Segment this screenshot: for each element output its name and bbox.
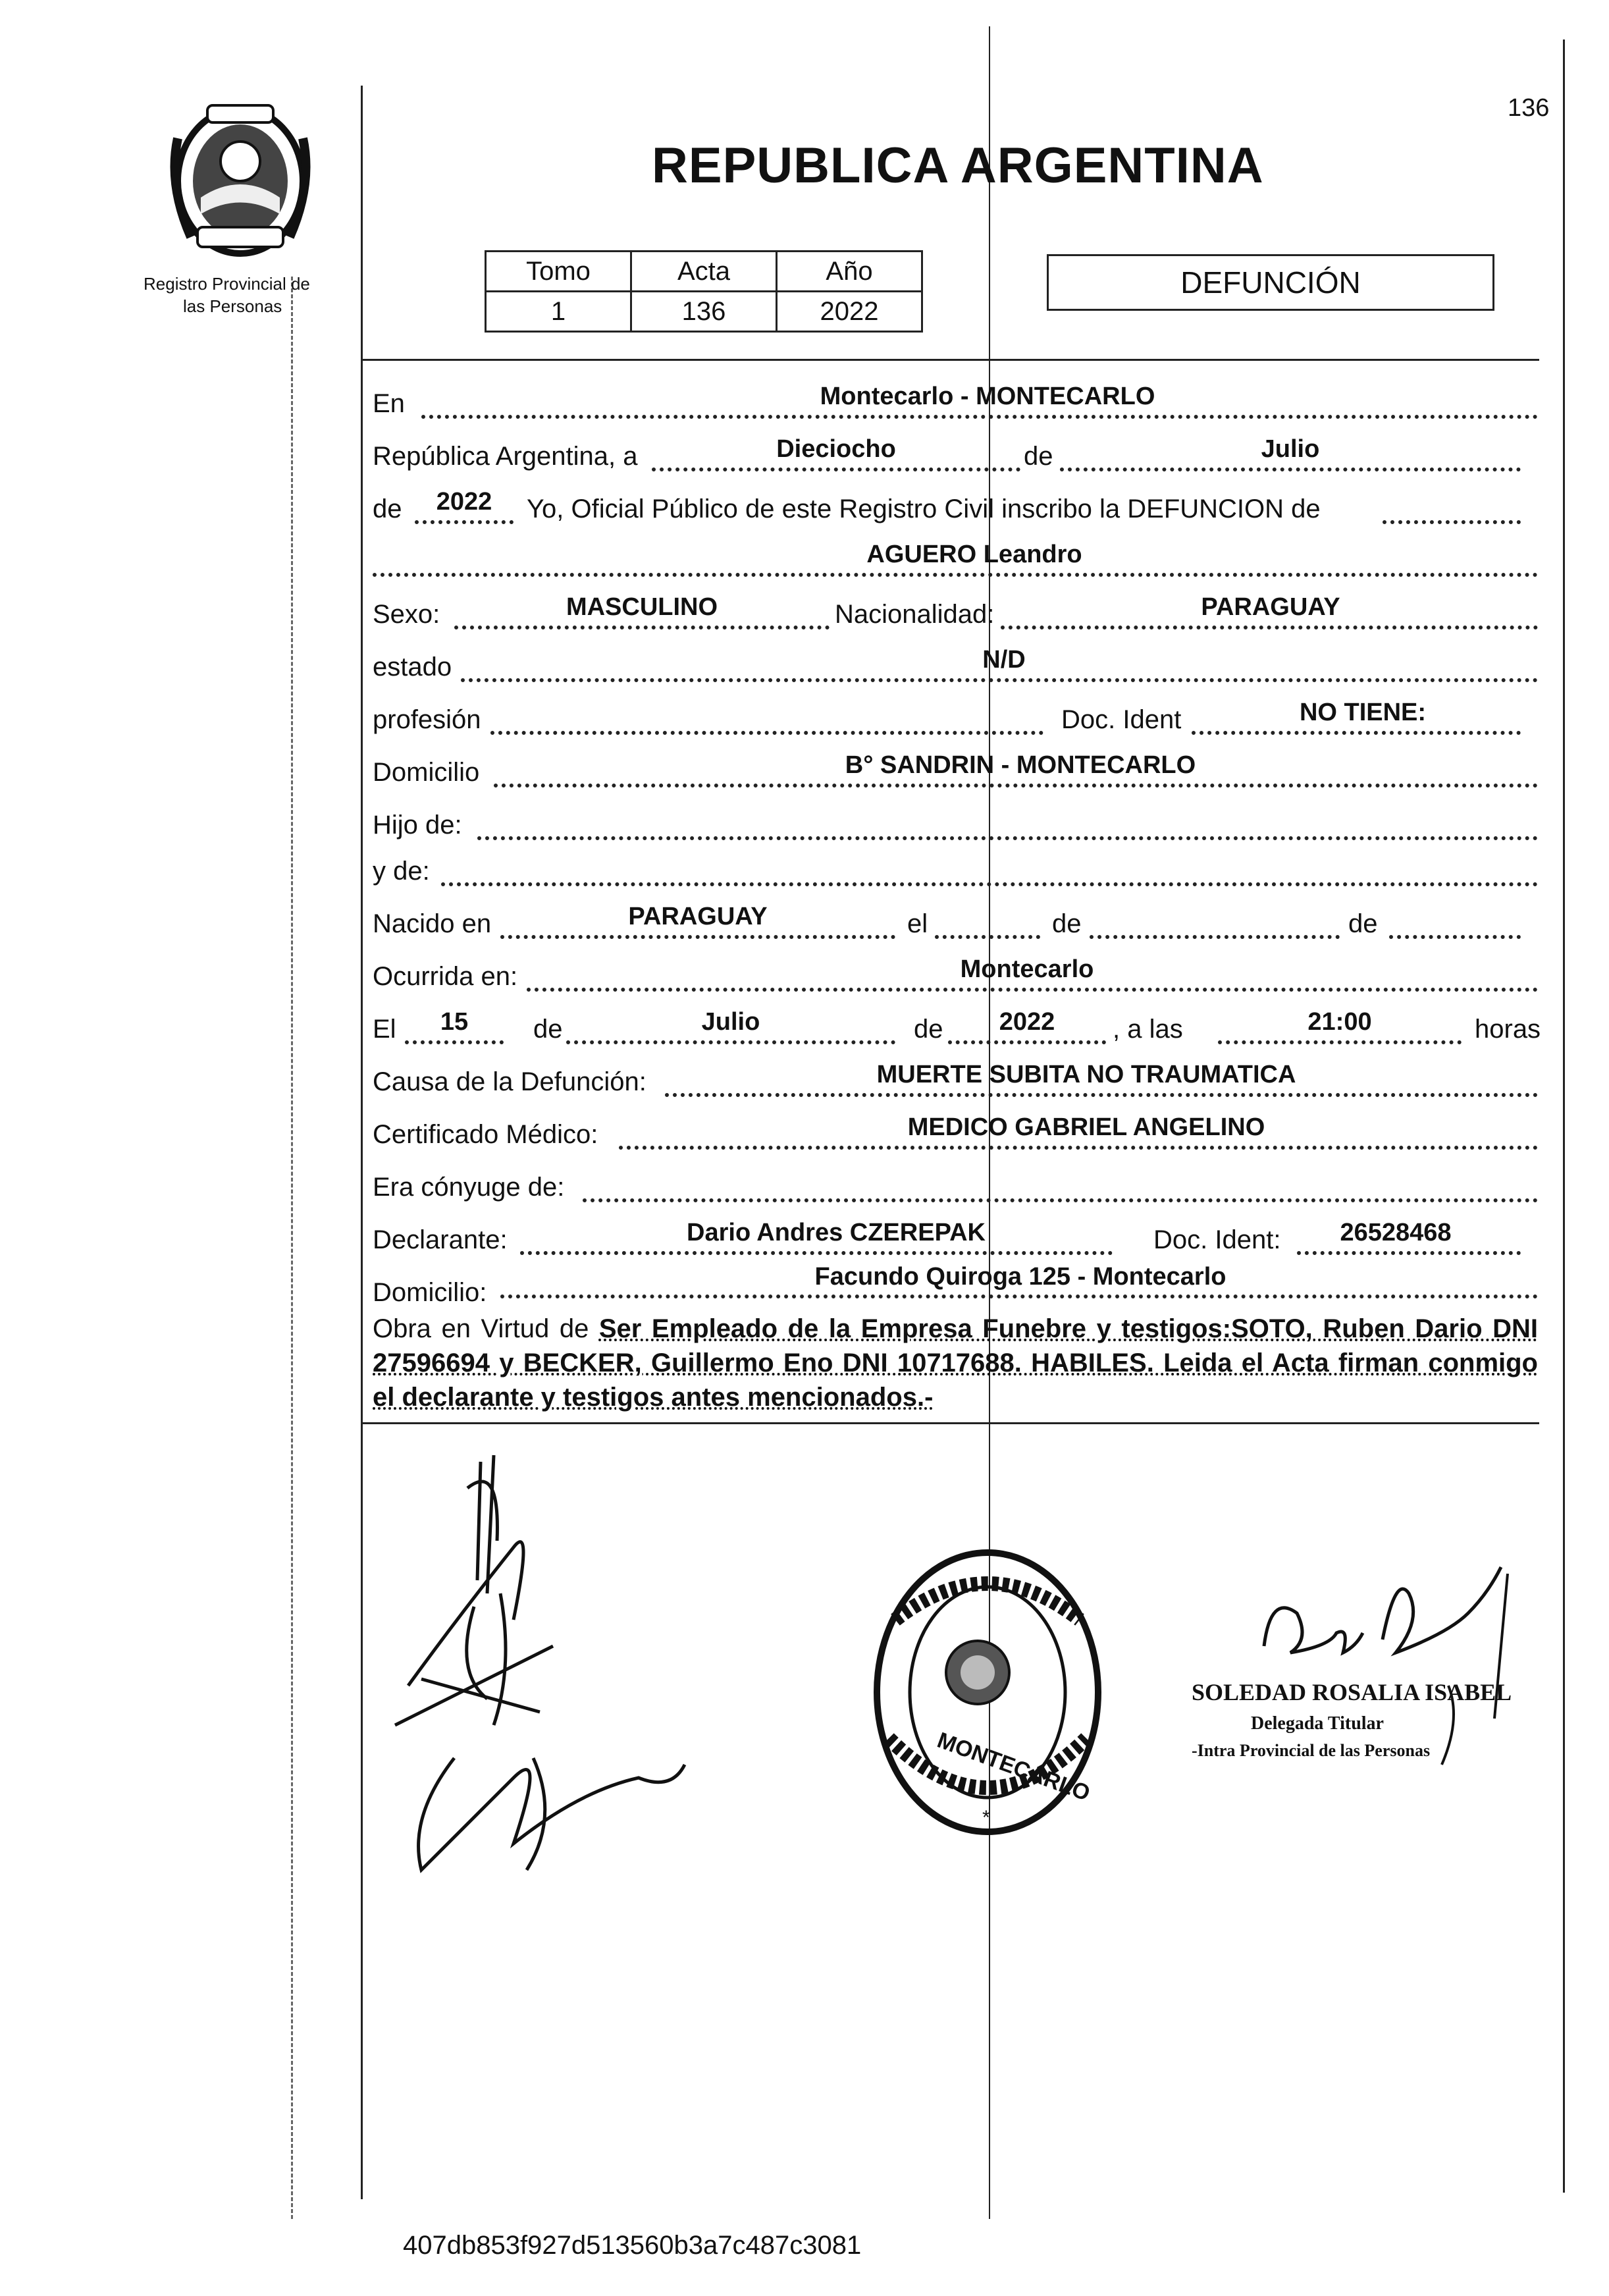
nacionalidad-dots xyxy=(1001,626,1538,629)
decl-domicilio-label: Domicilio: xyxy=(373,1278,487,1307)
nacido-label: Nacido en xyxy=(373,909,492,938)
official-stamp-office: -Intra Provincial de las Personas xyxy=(1192,1741,1431,1760)
death-month-value: Julio xyxy=(701,1008,760,1036)
doc-value: NO TIENE: xyxy=(1299,699,1427,726)
nacionalidad-value: PARAGUAY xyxy=(1201,593,1340,621)
decl-doc-value: 26528468 xyxy=(1340,1219,1452,1246)
profesion-label: profesión xyxy=(373,705,481,734)
conyuge-dots xyxy=(583,1198,1538,1202)
death-year-dots xyxy=(948,1040,1106,1044)
causa-value: MUERTE SUBITA NO TRAUMATICA xyxy=(876,1061,1296,1088)
bottom-separator-line xyxy=(361,1422,1539,1424)
header-ano: Año xyxy=(777,252,922,292)
yde-label: y de: xyxy=(373,857,430,886)
right-border-line xyxy=(1563,40,1565,2193)
registry-name-line1: Registro Provincial de xyxy=(144,274,310,294)
act-type-box: DEFUNCIÓN xyxy=(1047,254,1494,311)
year-dots xyxy=(415,520,514,524)
ocurrida-dots xyxy=(527,988,1538,992)
registry-name-line2: las Personas xyxy=(183,296,282,316)
de-label-1: de xyxy=(1024,442,1053,471)
official-stamp-name: SOLEDAD ROSALIA ISABEL xyxy=(1192,1679,1512,1705)
header-acta: Acta xyxy=(631,252,777,292)
de-label-6: de xyxy=(914,1015,943,1044)
value-tomo: 1 xyxy=(486,292,631,332)
domicilio-label: Domicilio xyxy=(373,758,480,787)
misiones-province-seal xyxy=(161,99,319,263)
svg-text:*: * xyxy=(982,1807,990,1829)
sexo-value: MASCULINO xyxy=(566,593,718,621)
page-number: 136 xyxy=(1508,94,1550,122)
document-title: REPUBLICA ARGENTINA xyxy=(652,138,1264,194)
en-label: En xyxy=(373,389,405,418)
causa-dots xyxy=(665,1093,1538,1097)
day-dots xyxy=(652,467,1020,471)
document-hash: 407db853f927d513560b3a7c487c3081 xyxy=(403,2231,862,2260)
margin-dash-line xyxy=(291,277,293,2219)
death-time-dots xyxy=(1218,1040,1462,1044)
left-border-line xyxy=(361,86,363,2199)
statement-text: Yo, Oficial Público de este Registro Civil inscribo la DEFUNCION de xyxy=(527,494,1321,523)
death-day-dots xyxy=(405,1040,504,1044)
place-dots xyxy=(421,415,1538,419)
profesion-dots xyxy=(490,731,1043,735)
nacido-value: PARAGUAY xyxy=(628,903,768,930)
ocurrida-label: Ocurrida en: xyxy=(373,962,518,991)
month-dots xyxy=(1060,467,1521,471)
decl-domicilio-value: Facundo Quiroga 125 - Montecarlo xyxy=(814,1263,1227,1291)
delegation-round-seal xyxy=(869,1541,1106,1844)
el-label: el xyxy=(907,909,928,938)
nacido-dots xyxy=(500,935,895,939)
official-stamp-title: Delegada Titular xyxy=(1251,1713,1384,1734)
separator-line xyxy=(361,359,1539,361)
declarante-label: Declarante: xyxy=(373,1225,508,1254)
name-dots xyxy=(373,573,1538,577)
place-value: Montecarlo - MONTECARLO xyxy=(820,383,1155,410)
certificado-label: Certificado Médico: xyxy=(373,1120,598,1149)
estado-label: estado xyxy=(373,653,452,681)
ocurrida-value: Montecarlo xyxy=(960,955,1094,983)
header-tomo: Tomo xyxy=(486,252,631,292)
yde-dots xyxy=(441,882,1538,886)
obra-text: Ser Empleado de la Empresa Funebre y testigos:SOTO, Ruben Dario DNI 27596694 y BECKER, Guillermo Eno DNI 10717688. HABILES. Leida el Acta firman conmigo el declarante y testigos antes mencionados.- xyxy=(373,1314,1538,1412)
death-year-value: 2022 xyxy=(999,1008,1055,1036)
deceased-name-value: AGUERO Leandro xyxy=(866,541,1082,568)
obra-label: Obra en Virtud de xyxy=(373,1314,589,1343)
decl-doc-label: Doc. Ident: xyxy=(1153,1225,1281,1254)
de-label-4: de xyxy=(1348,909,1378,938)
declarante-dots xyxy=(520,1251,1113,1255)
svg-text:MONTECARLO: MONTECARLO xyxy=(934,1727,1094,1806)
official-signature xyxy=(1251,1554,1527,1771)
decl-domicilio-dots xyxy=(500,1295,1538,1298)
month-value: Julio xyxy=(1261,435,1320,463)
year-value: 2022 xyxy=(436,488,492,516)
doc-label: Doc. Ident xyxy=(1061,705,1182,734)
domicilio-dots xyxy=(494,784,1538,788)
domicilio-value: B° SANDRIN - MONTECARLO xyxy=(845,751,1196,779)
death-day-value: 15 xyxy=(440,1008,469,1036)
declarante-value: Dario Andres CZEREPAK xyxy=(687,1219,986,1246)
birth-month-dots xyxy=(1090,935,1340,939)
conyuge-label: Era cónyuge de: xyxy=(373,1173,565,1202)
de-label-2: de xyxy=(373,494,402,523)
record-table xyxy=(485,250,923,333)
obra-paragraph xyxy=(373,1312,1538,1414)
birth-day-dots xyxy=(935,935,1040,939)
estado-dots xyxy=(461,678,1538,682)
republic-label: República Argentina, a xyxy=(373,442,638,471)
day-words-value: Dieciocho xyxy=(776,435,896,463)
hijo-dots xyxy=(477,836,1538,840)
death-month-dots xyxy=(566,1040,895,1044)
sexo-label: Sexo: xyxy=(373,600,440,629)
statement-dots xyxy=(1383,520,1521,524)
de-label-5: de xyxy=(533,1015,563,1044)
value-ano: 2022 xyxy=(777,292,922,332)
estado-value: N/D xyxy=(982,646,1026,674)
certificado-value: MEDICO GABRIEL ANGELINO xyxy=(907,1113,1265,1141)
hijo-label: Hijo de: xyxy=(373,811,462,840)
sexo-dots xyxy=(454,626,830,629)
de-label-3: de xyxy=(1052,909,1082,938)
doc-dots xyxy=(1192,731,1521,735)
el2-label: El xyxy=(373,1015,396,1044)
value-acta: 136 xyxy=(631,292,777,332)
horas-label: horas xyxy=(1475,1015,1541,1044)
death-time-value: 21:00 xyxy=(1307,1008,1372,1036)
decl-doc-dots xyxy=(1297,1251,1521,1255)
declarant-signature xyxy=(382,1449,698,1896)
certificado-dots xyxy=(619,1146,1538,1150)
causa-label: Causa de la Defunción: xyxy=(373,1067,646,1096)
nacionalidad-label: Nacionalidad: xyxy=(835,600,995,629)
birth-year-dots xyxy=(1389,935,1521,939)
alas-label: , a las xyxy=(1113,1015,1183,1044)
